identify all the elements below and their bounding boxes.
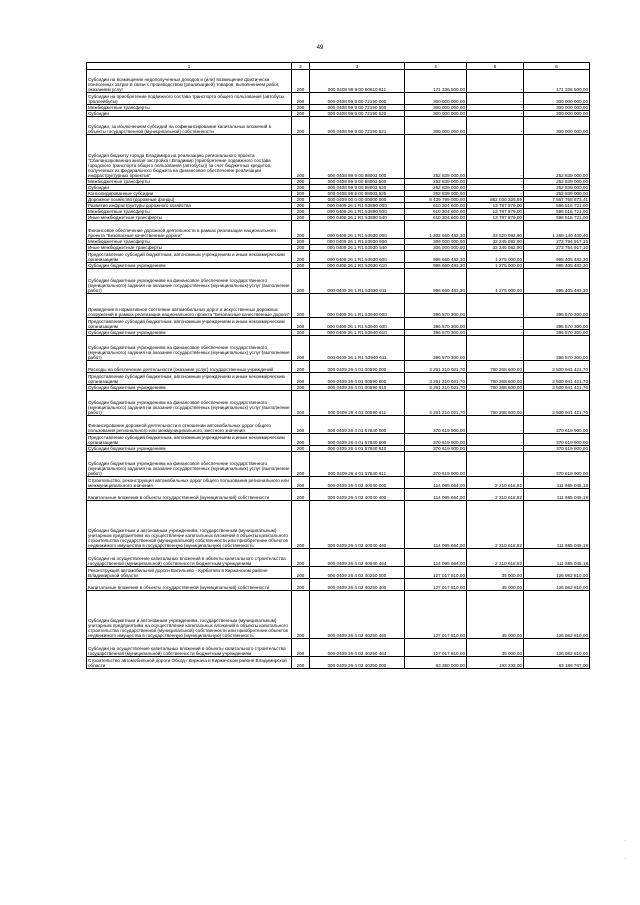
- row-executed-cell: 1 275 000,00: [467, 251, 524, 263]
- row-admin-code-cell: 200: [292, 93, 310, 105]
- budget-table: [86, 62, 590, 669]
- row-unexecuted-cell: 596 516 721,00: [524, 215, 590, 221]
- row-unexecuted-cell: 252 839 000,00: [524, 179, 590, 185]
- row-approved-cell: 127 017 810,00: [405, 639, 467, 657]
- row-budget-code-cell: 000 0409 26 1 R1 53930 611: [310, 269, 405, 294]
- row-approved-cell: 610 304 600,00: [405, 203, 467, 209]
- budget-table-body: [87, 63, 590, 669]
- row-admin-code-cell: 200: [292, 117, 310, 135]
- row-approved-cell: 3 261 210 021,70: [405, 385, 467, 391]
- row-unexecuted-cell: 396 570 300,00: [524, 336, 590, 361]
- row-budget-code-cell: 000 0409 26 1 R1 53930 500: [310, 239, 405, 245]
- row-executed-cell: -: [467, 135, 524, 179]
- row-name-cell: Развитие инфраструктуры дорожного хозяйства: [87, 203, 292, 209]
- table-row: [87, 591, 590, 639]
- row-name-cell: Строительство, реконструкция автомобильных дорог общего пользования регионального или межмуниципального значения: [87, 477, 292, 489]
- row-executed-cell: 2 210 618,82: [467, 549, 524, 567]
- row-name-cell: Субсидии бюджетным учреждениям: [87, 330, 292, 336]
- row-name-cell: Межбюджетные трансферты: [87, 179, 292, 185]
- row-budget-code-cell: 000 0408 99 9 00 98003 520: [310, 185, 405, 191]
- table-row: [87, 135, 590, 179]
- row-name-cell: Межбюджетные трансферты: [87, 209, 292, 215]
- row-approved-cell: 996 660 483,30: [405, 269, 467, 294]
- row-unexecuted-cell: 111 885 045,18: [524, 549, 590, 567]
- row-executed-cell: -: [467, 185, 524, 191]
- row-budget-code-cell: 000 0408 99 9 00 60610 811: [310, 70, 405, 93]
- row-name-cell: Субсидии бюджетным учреждениям на финансовое обеспечение государственного (муниципального) задания на оказание государственных (муниципальных) услуг (выполнение работ): [87, 452, 292, 477]
- row-admin-code-cell: 200: [292, 318, 310, 330]
- row-name-cell: Субсидии на приобретение подвижного состава транспорта общего пользования (автобусы, троллейбусы): [87, 93, 292, 105]
- row-budget-code-cell: 000 0409 00 0 00 00000 000: [310, 197, 405, 203]
- row-executed-cell: 760 268 600,00: [467, 391, 524, 416]
- row-unexecuted-cell: 396 570 300,00: [524, 294, 590, 318]
- row-admin-code-cell: 200: [292, 330, 310, 336]
- row-name-cell: Субсидии бюджетным и автономным учреждениям, государственным (муниципальным) унитарным предприятиям на осуществление капитальных вложений в объекты капитального строительства государственной (муниципальной) собственности или приобретение объектов недвижимого имущества в государственную (муниципальную) собственность: [87, 591, 292, 639]
- row-name-cell: Субсидия бюджету города Владимира на реализацию регионального проекта "Сбалансированная жилая застройка г.Владимир (приобретение подвижного состава городского транспорта общего пользования (автобусы)) за счет бюджетных кредитов, полученных из федерального бюджета на финансовое обеспечение реализации инфраструктурных проектов": [87, 135, 292, 179]
- row-unexecuted-cell: 370 619 900,00: [524, 416, 590, 434]
- row-unexecuted-cell: 995 405 483,30: [524, 251, 590, 263]
- table-row: [87, 70, 590, 93]
- row-approved-cell: 396 570 300,00: [405, 318, 467, 330]
- row-admin-code-cell: 200: [292, 221, 310, 239]
- row-executed-cell: -: [467, 179, 524, 185]
- row-admin-code-cell: 200: [292, 446, 310, 452]
- row-name-cell: Финансирование дорожной деятельности в отношении автомобильных дорог общего пользования регионального или межмуниципального, местного значения: [87, 416, 292, 434]
- row-unexecuted-cell: 300 000 000,00: [524, 93, 590, 105]
- row-approved-cell: 306 000 000,00: [405, 239, 467, 245]
- row-name-cell: Капитальные вложения в объекты государственной (муниципальной) собственности: [87, 489, 292, 501]
- row-name-cell: Субсидии бюджетным и автономным учреждениям, государственным (муниципальным) унитарным предприятиям на осуществление капитальных вложений в объекты капитального строительства государственной (муниципальной) собственности или приобретение объектов недвижимого имущества в государственную (муниципальную) собственность: [87, 501, 292, 549]
- table-row: [87, 477, 590, 489]
- row-approved-cell: 370 619 900,00: [405, 446, 467, 452]
- row-unexecuted-cell: 252 839 000,00: [524, 185, 590, 191]
- table-row: [87, 117, 590, 135]
- row-unexecuted-cell: 396 570 300,00: [524, 330, 590, 336]
- table-row: [87, 221, 590, 239]
- row-budget-code-cell: 000 0408 99 9 00 72190 520: [310, 111, 405, 117]
- table-row: [87, 336, 590, 361]
- row-approved-cell: 127 017 810,00: [405, 567, 467, 579]
- row-budget-code-cell: 000 0409 26 4 01 57840 611: [310, 452, 405, 477]
- row-budget-code-cell: 000 0409 26 1 R1 53930 600: [310, 251, 405, 263]
- row-name-cell: Расходы на обеспечение деятельности (оказание услуг) государственных учреждений: [87, 361, 292, 373]
- row-name-cell: Реконструкция автомобильной дороги Васильево - Курбатово в Киржачском районе Владимирской области: [87, 567, 292, 579]
- row-approved-cell: 252 839 000,00: [405, 179, 467, 185]
- table-row: [87, 416, 590, 434]
- row-budget-code-cell: 000 0409 26 1 R1 53930 610: [310, 263, 405, 269]
- row-unexecuted-cell: 126 982 810,00: [524, 639, 590, 657]
- row-admin-code-cell: 200: [292, 373, 310, 385]
- row-name-cell: Капитальные вложения в объекты государственной (муниципальной) собственности: [87, 579, 292, 591]
- row-unexecuted-cell: 2 500 941 421,70: [524, 361, 590, 373]
- row-budget-code-cell: 000 0409 26 4 01 00590 611: [310, 391, 405, 416]
- row-budget-code-cell: 000 0409 26 4 01 00590 610: [310, 385, 405, 391]
- row-executed-cell: 33 520 082,90: [467, 221, 524, 239]
- row-executed-cell: 35 000,00: [467, 579, 524, 591]
- row-admin-code-cell: 200: [292, 215, 310, 221]
- row-budget-code-cell: 000 0409 26 1 R1 53930 540: [310, 245, 405, 251]
- row-admin-code-cell: 200: [292, 391, 310, 416]
- row-name-cell: Финансовое обеспечение дорожной деятельности в рамках реализации национального проекта "Безопасные качественные дороги": [87, 221, 292, 239]
- row-budget-code-cell: 000 0409 26 1 R1 53890 540: [310, 215, 405, 221]
- row-unexecuted-cell: 995 405 483,30: [524, 263, 590, 269]
- table-row: [87, 452, 590, 477]
- row-admin-code-cell: 200: [292, 549, 310, 567]
- row-executed-cell: 2 210 618,82: [467, 501, 524, 549]
- row-name-cell: Консолидированные субсидии: [87, 191, 292, 197]
- row-unexecuted-cell: 7 567 768 673,41: [524, 197, 590, 203]
- row-admin-code-cell: 200: [292, 501, 310, 549]
- header-cell: 4: [405, 63, 467, 70]
- row-unexecuted-cell: 300 000 000,00: [524, 117, 590, 135]
- row-unexecuted-cell: 111 885 045,18: [524, 489, 590, 501]
- table-row: [87, 251, 590, 263]
- row-unexecuted-cell: 396 570 300,00: [524, 318, 590, 330]
- row-executed-cell: -: [467, 93, 524, 105]
- row-executed-cell: 13 787 879,00: [467, 209, 524, 215]
- row-executed-cell: -: [467, 191, 524, 197]
- table-row: [87, 93, 590, 105]
- row-admin-code-cell: 200: [292, 336, 310, 361]
- row-budget-code-cell: 000 0408 99 9 00 72190 500: [310, 105, 405, 111]
- row-unexecuted-cell: 63 186 767,00: [524, 657, 590, 669]
- row-name-cell: Субсидии: [87, 185, 292, 191]
- row-unexecuted-cell: 273 754 917,10: [524, 245, 590, 251]
- row-approved-cell: 996 660 483,30: [405, 251, 467, 263]
- table-row: [87, 639, 590, 657]
- row-name-cell: Дорожное хозяйство (дорожные фонды): [87, 197, 292, 203]
- row-admin-code-cell: 200: [292, 263, 310, 269]
- row-admin-code-cell: 200: [292, 416, 310, 434]
- row-approved-cell: 3 261 210 021,70: [405, 361, 467, 373]
- row-admin-code-cell: 200: [292, 245, 310, 251]
- row-admin-code-cell: 200: [292, 434, 310, 446]
- row-approved-cell: 252 839 000,00: [405, 185, 467, 191]
- row-approved-cell: 370 619 900,00: [405, 452, 467, 477]
- row-budget-code-cell: 000 0409 26 4 02 40040 000: [310, 477, 405, 489]
- row-name-cell: Субсидии на осуществление капитальных вложений в объекты капитального строительства государственной (муниципальной) собственности бюджетным учреждениям: [87, 549, 292, 567]
- header-cell: 2: [292, 63, 310, 70]
- row-unexecuted-cell: 273 754 917,10: [524, 239, 590, 245]
- row-budget-code-cell: 000 0409 26 1 R1 53890 000: [310, 203, 405, 209]
- row-budget-code-cell: 000 0409 26 4 02 40250 460: [310, 591, 405, 639]
- margin-mark: ·: [624, 838, 626, 844]
- row-budget-code-cell: 000 0409 26 4 02 40250 000: [310, 567, 405, 579]
- row-admin-code-cell: 200: [292, 579, 310, 591]
- row-admin-code-cell: 200: [292, 591, 310, 639]
- row-unexecuted-cell: 370 619 900,00: [524, 434, 590, 446]
- row-approved-cell: 996 660 483,30: [405, 263, 467, 269]
- row-name-cell: Субсидии бюджетным учреждениям на финансовое обеспечение государственного (муниципального) задания на оказание государственных (муниципальных) услуг (выполнение работ): [87, 269, 292, 294]
- table-row: [87, 197, 590, 203]
- row-budget-code-cell: 000 0409 26 4 01 00590 600: [310, 373, 405, 385]
- row-unexecuted-cell: 300 000 000,00: [524, 105, 590, 111]
- row-admin-code-cell: 200: [292, 657, 310, 669]
- table-row: [87, 318, 590, 330]
- row-approved-cell: 114 095 664,00: [405, 489, 467, 501]
- table-header-row: [87, 63, 590, 70]
- row-executed-cell: -: [467, 117, 524, 135]
- row-unexecuted-cell: 2 500 941 421,70: [524, 391, 590, 416]
- row-executed-cell: 1 275 000,00: [467, 263, 524, 269]
- row-budget-code-cell: 000 0409 26 4 02 40040 400: [310, 489, 405, 501]
- row-admin-code-cell: 200: [292, 361, 310, 373]
- row-admin-code-cell: 200: [292, 239, 310, 245]
- row-approved-cell: 300 000 000,00: [405, 111, 467, 117]
- row-unexecuted-cell: 596 516 721,00: [524, 203, 590, 209]
- row-unexecuted-cell: 370 619 900,00: [524, 452, 590, 477]
- row-admin-code-cell: 200: [292, 105, 310, 111]
- row-executed-cell: 13 787 879,00: [467, 215, 524, 221]
- row-name-cell: Предоставление субсидий бюджетным, автономным учреждениям и иным некоммерческим организациям: [87, 373, 292, 385]
- row-approved-cell: 1 302 660 483,30: [405, 221, 467, 239]
- table-row: [87, 263, 590, 269]
- row-unexecuted-cell: 126 982 810,00: [524, 591, 590, 639]
- row-name-cell: Межбюджетные трансферты: [87, 105, 292, 111]
- row-approved-cell: 396 570 300,00: [405, 336, 467, 361]
- row-budget-code-cell: 000 0408 99 9 00 72190 521: [310, 117, 405, 135]
- row-executed-cell: 35 000,00: [467, 639, 524, 657]
- table-row: [87, 579, 590, 591]
- row-approved-cell: 610 304 600,00: [405, 209, 467, 215]
- row-name-cell: Субсидии бюджетным учреждениям: [87, 446, 292, 452]
- row-approved-cell: 300 000 000,00: [405, 93, 467, 105]
- row-executed-cell: 760 268 600,00: [467, 361, 524, 373]
- row-budget-code-cell: 000 0409 26 4 02 40040 460: [310, 501, 405, 549]
- row-executed-cell: -: [467, 330, 524, 336]
- row-unexecuted-cell: 126 982 810,00: [524, 579, 590, 591]
- row-admin-code-cell: 200: [292, 477, 310, 489]
- row-name-cell: Строительство автомобильной дороги Обход г.Киржача в Киржачском районе Владимирской области: [87, 657, 292, 669]
- row-admin-code-cell: 200: [292, 639, 310, 657]
- row-executed-cell: 760 268 600,00: [467, 385, 524, 391]
- row-budget-code-cell: 000 0409 26 4 01 57840 600: [310, 434, 405, 446]
- row-name-cell: Субсидии бюджетным учреждениям: [87, 263, 292, 269]
- row-admin-code-cell: 200: [292, 70, 310, 93]
- row-admin-code-cell: 200: [292, 385, 310, 391]
- row-approved-cell: 396 570 300,00: [405, 330, 467, 336]
- row-executed-cell: -: [467, 105, 524, 111]
- row-executed-cell: 32 245 082,90: [467, 239, 524, 245]
- row-approved-cell: 171 336 500,00: [405, 70, 467, 93]
- row-admin-code-cell: 200: [292, 191, 310, 197]
- row-approved-cell: 252 839 000,00: [405, 135, 467, 179]
- row-approved-cell: 370 619 900,00: [405, 416, 467, 434]
- margin-mark: ·: [624, 856, 626, 862]
- row-unexecuted-cell: 370 619 900,00: [524, 446, 590, 452]
- row-name-cell: Межбюджетные трансферты: [87, 239, 292, 245]
- row-name-cell: Иные межбюджетные трансферты: [87, 245, 292, 251]
- row-admin-code-cell: 200: [292, 251, 310, 263]
- row-budget-code-cell: 000 0409 26 4 02 40350 000: [310, 657, 405, 669]
- row-approved-cell: 114 095 664,00: [405, 501, 467, 549]
- row-budget-code-cell: 000 0409 26 4 02 40250 464: [310, 639, 405, 657]
- row-unexecuted-cell: 2 500 941 421,70: [524, 385, 590, 391]
- row-admin-code-cell: 200: [292, 269, 310, 294]
- row-name-cell: Субсидии на осуществление капитальных вложений в объекты капитального строительства государственной (муниципальной) собственности бюджетным учреждениям: [87, 639, 292, 657]
- row-executed-cell: -: [467, 318, 524, 330]
- table-row: [87, 294, 590, 318]
- table-row: [87, 269, 590, 294]
- row-name-cell: Субсидии бюджетным учреждениям на финансовое обеспечение государственного (муниципального) задания на оказание государственных (муниципальных) услуг (выполнение работ): [87, 336, 292, 361]
- row-unexecuted-cell: 126 982 810,00: [524, 567, 590, 579]
- table-row: [87, 489, 590, 501]
- row-budget-code-cell: 000 0409 26 4 01 57840 000: [310, 416, 405, 434]
- row-unexecuted-cell: 111 885 045,18: [524, 477, 590, 489]
- row-budget-code-cell: 000 0409 26 1 R1 53940 000: [310, 294, 405, 318]
- row-budget-code-cell: 000 0409 26 4 02 40040 464: [310, 549, 405, 567]
- row-executed-cell: -: [467, 336, 524, 361]
- row-unexecuted-cell: 596 516 721,00: [524, 209, 590, 215]
- row-approved-cell: 127 017 810,00: [405, 579, 467, 591]
- row-executed-cell: -: [467, 416, 524, 434]
- row-approved-cell: 63 380 000,00: [405, 657, 467, 669]
- table-row: [87, 361, 590, 373]
- row-executed-cell: -: [467, 70, 524, 93]
- row-budget-code-cell: 000 0409 26 1 R1 53890 500: [310, 209, 405, 215]
- row-executed-cell: 32 245 082,90: [467, 245, 524, 251]
- row-name-cell: Субсидии: [87, 111, 292, 117]
- header-cell: 5: [467, 63, 524, 70]
- row-approved-cell: 370 619 900,00: [405, 434, 467, 446]
- row-budget-code-cell: 000 0408 99 9 00 98003 500: [310, 179, 405, 185]
- row-executed-cell: 1 275 000,00: [467, 269, 524, 294]
- header-cell: 1: [87, 63, 292, 70]
- row-name-cell: Предоставление субсидий бюджетным, автономным учреждениям и иным некоммерческим организациям: [87, 434, 292, 446]
- row-admin-code-cell: 200: [292, 489, 310, 501]
- row-unexecuted-cell: 2 500 941 421,70: [524, 373, 590, 385]
- table-row: [87, 501, 590, 549]
- row-executed-cell: 35 000,00: [467, 591, 524, 639]
- row-name-cell: Субсидии бюджетным учреждениям на финансовое обеспечение государственного (муниципального) задания на оказание государственных (муниципальных) услуг (выполнение работ): [87, 391, 292, 416]
- row-executed-cell: -: [467, 111, 524, 117]
- row-name-cell: Субсидии на возмещение недополученных доходов и (или) возмещение фактически понесенных затрат в связи с производством (реализацией) товаров, выполнением работ, оказанием услуг: [87, 70, 292, 93]
- row-budget-code-cell: 000 0409 26 4 01 57840 610: [310, 446, 405, 452]
- row-budget-code-cell: 000 0409 26 4 02 40250 400: [310, 579, 405, 591]
- row-approved-cell: 300 000 000,00: [405, 117, 467, 135]
- row-admin-code-cell: 200: [292, 179, 310, 185]
- row-budget-code-cell: 000 0409 26 1 R1 53940 600: [310, 318, 405, 330]
- row-unexecuted-cell: 171 336 500,00: [524, 70, 590, 93]
- table-row: [87, 391, 590, 416]
- row-name-cell: Субсидии бюджетным учреждениям: [87, 385, 292, 391]
- header-cell: 3: [310, 63, 405, 70]
- row-admin-code-cell: 200: [292, 452, 310, 477]
- page-number: 49: [316, 45, 324, 51]
- row-admin-code-cell: 200: [292, 185, 310, 191]
- row-approved-cell: 300 000 000,00: [405, 105, 467, 111]
- row-budget-code-cell: 000 0408 99 9 00 98003 000: [310, 135, 405, 179]
- row-approved-cell: 252 839 000,00: [405, 191, 467, 197]
- row-executed-cell: 760 268 600,00: [467, 373, 524, 385]
- row-admin-code-cell: 200: [292, 197, 310, 203]
- row-executed-cell: -: [467, 294, 524, 318]
- table-row: [87, 657, 590, 669]
- row-executed-cell: 2 210 618,82: [467, 477, 524, 489]
- row-budget-code-cell: 000 0409 26 4 01 00590 000: [310, 361, 405, 373]
- row-executed-cell: -: [467, 434, 524, 446]
- row-unexecuted-cell: 1 269 140 400,40: [524, 221, 590, 239]
- row-approved-cell: 3 261 210 021,70: [405, 391, 467, 416]
- row-approved-cell: 114 095 664,00: [405, 549, 467, 567]
- row-approved-cell: 8 439 799 000,00: [405, 197, 467, 203]
- table-row: [87, 373, 590, 385]
- table-row: [87, 434, 590, 446]
- table-row: [87, 567, 590, 579]
- row-budget-code-cell: 000 0408 99 9 00 98003 525: [310, 191, 405, 197]
- row-budget-code-cell: 000 0408 99 9 00 72190 000: [310, 93, 405, 105]
- row-executed-cell: 2 210 618,82: [467, 489, 524, 501]
- row-unexecuted-cell: 252 839 000,00: [524, 135, 590, 179]
- row-admin-code-cell: 200: [292, 203, 310, 209]
- row-name-cell: Предоставление субсидий бюджетным, автономным учреждениям и иным некоммерческим организациям: [87, 251, 292, 263]
- table-row: [87, 203, 590, 209]
- row-budget-code-cell: 000 0409 26 1 R1 53940 610: [310, 330, 405, 336]
- row-unexecuted-cell: 252 839 000,00: [524, 191, 590, 197]
- row-approved-cell: 396 570 300,00: [405, 294, 467, 318]
- row-executed-cell: -: [467, 446, 524, 452]
- row-unexecuted-cell: 995 405 483,30: [524, 269, 590, 294]
- row-admin-code-cell: 200: [292, 294, 310, 318]
- row-name-cell: Субсидии, за исключением субсидий на софинансирование капитальных вложений в объекты государственной (муниципальной) собственности: [87, 117, 292, 135]
- row-name-cell: Предоставление субсидий бюджетным, автономным учреждениям и иным некоммерческим организациям: [87, 318, 292, 330]
- row-executed-cell: 193 233,00: [467, 657, 524, 669]
- row-name-cell: Иные межбюджетные трансферты: [87, 215, 292, 221]
- row-approved-cell: 3 261 210 021,70: [405, 373, 467, 385]
- row-unexecuted-cell: 111 885 045,18: [524, 501, 590, 549]
- row-executed-cell: -: [467, 452, 524, 477]
- table-row: [87, 549, 590, 567]
- row-name-cell: Приведение в нормативное состояние автомобильных дорог и искусственных дорожных сооружений в рамках реализации национального проекта "Безопасные качественные дороги": [87, 294, 292, 318]
- header-cell: 6: [524, 63, 590, 70]
- row-admin-code-cell: 200: [292, 111, 310, 117]
- row-admin-code-cell: 200: [292, 135, 310, 179]
- row-admin-code-cell: 200: [292, 567, 310, 579]
- row-admin-code-cell: 200: [292, 209, 310, 215]
- row-approved-cell: 114 095 664,00: [405, 477, 467, 489]
- row-budget-code-cell: 000 0409 26 1 R1 53930 000: [310, 221, 405, 239]
- row-approved-cell: 127 017 810,00: [405, 591, 467, 639]
- row-approved-cell: 610 304 600,00: [405, 215, 467, 221]
- row-executed-cell: 862 030 326,59: [467, 197, 524, 203]
- row-executed-cell: 35 000,00: [467, 567, 524, 579]
- table-row: [87, 385, 590, 391]
- row-executed-cell: 13 787 879,00: [467, 203, 524, 209]
- row-approved-cell: 306 000 000,00: [405, 245, 467, 251]
- row-unexecuted-cell: 300 000 000,00: [524, 111, 590, 117]
- row-budget-code-cell: 000 0409 26 1 R1 53940 611: [310, 336, 405, 361]
